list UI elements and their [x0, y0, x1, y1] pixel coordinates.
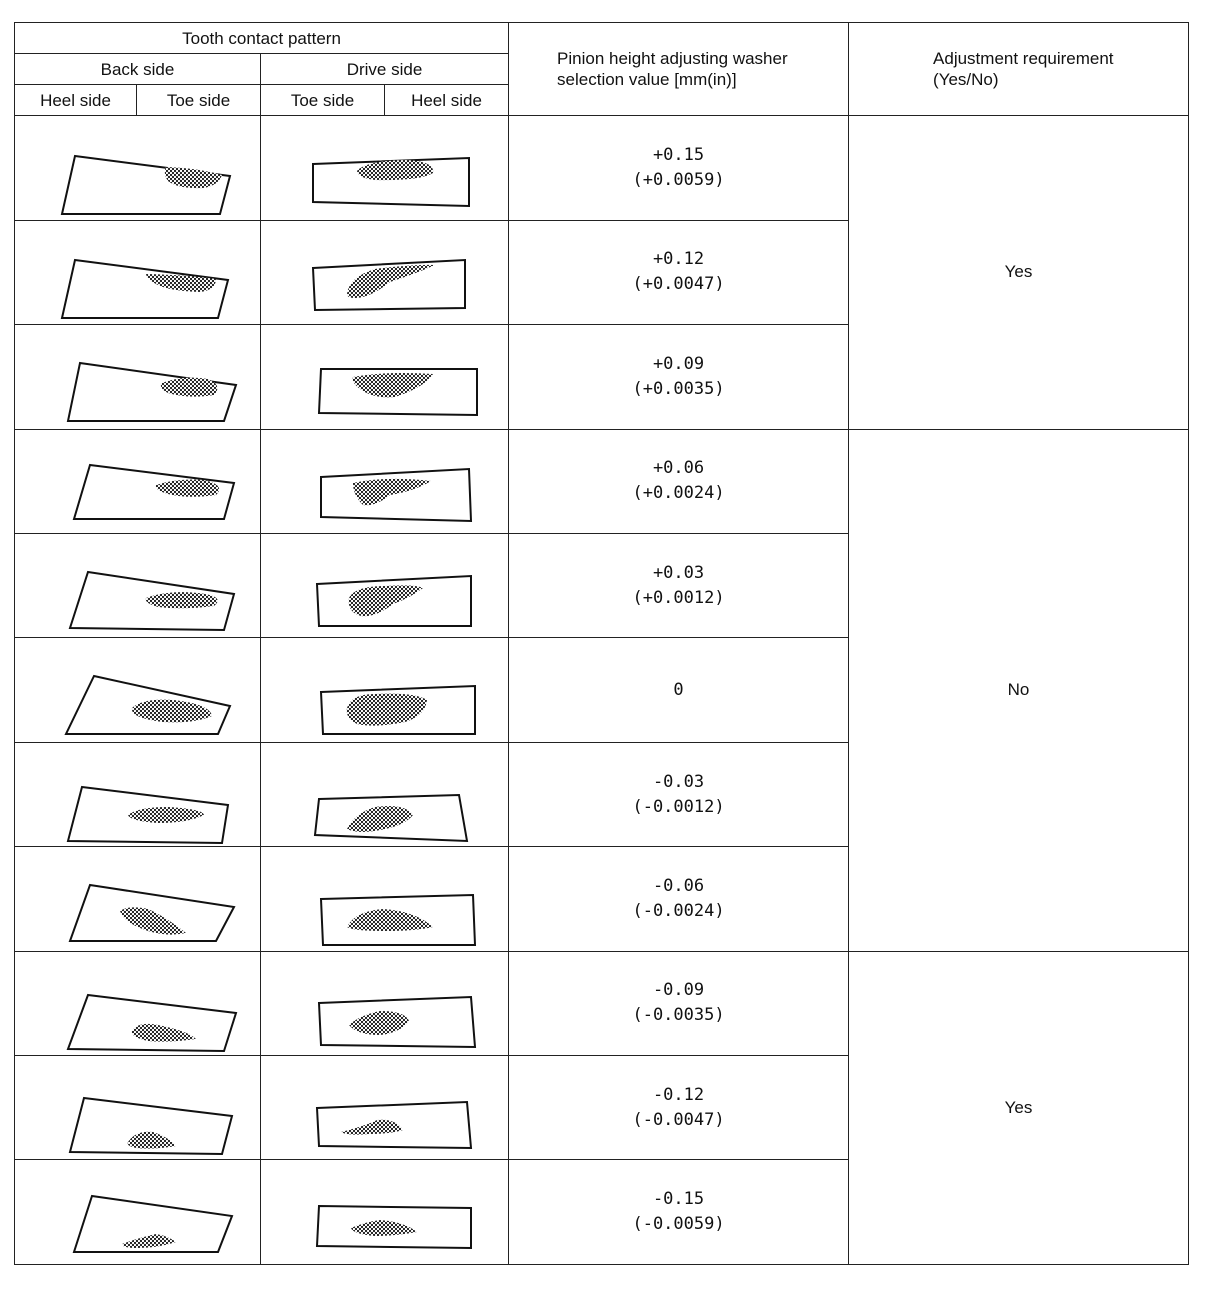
contact-area	[346, 694, 426, 726]
contact-area	[131, 700, 211, 723]
drive-toe-side-header: Toe side	[261, 85, 385, 116]
back-side-tooth-diagram	[18, 536, 258, 636]
adjust-header-line1: Adjustment requirement	[933, 49, 1114, 69]
washer-value-inch: (-0.0035)	[632, 1005, 725, 1026]
back-side-pattern	[15, 116, 261, 220]
drive-side-pattern	[261, 534, 509, 638]
back-toe-side-header: Toe side	[137, 85, 261, 116]
drive-side-tooth-diagram	[265, 1058, 505, 1158]
washer-value-cell	[509, 638, 849, 742]
washer-value-inch: (+0.0012)	[632, 587, 725, 608]
back-side-tooth-diagram	[18, 745, 258, 845]
back-side-pattern	[15, 325, 261, 429]
washer-value-cell	[509, 1160, 849, 1265]
drive-side-pattern	[261, 951, 509, 1055]
adjustment-requirement-cell: No	[849, 429, 1189, 951]
washer-value-inch: (-0.0047)	[632, 1109, 725, 1130]
tooth-contact-table	[14, 22, 1189, 1265]
drive-side-tooth-diagram	[265, 745, 505, 845]
washer-value-mm: +0.15	[652, 145, 705, 166]
back-side-pattern	[15, 1056, 261, 1160]
washer-value-inch: (-0.0024)	[632, 900, 725, 921]
drive-side-tooth-diagram	[265, 118, 505, 218]
back-side-tooth-diagram	[18, 431, 258, 531]
washer-value-inch: (+0.0047)	[632, 274, 725, 295]
back-side-pattern	[15, 534, 261, 638]
washer-value-inch: (+0.0035)	[632, 378, 725, 399]
adjustment-requirement-header	[849, 23, 1189, 116]
adjustment-requirement-cell: Yes	[849, 951, 1189, 1264]
washer-value-inch: (-0.0059)	[632, 1214, 725, 1235]
washer-value-inch: (-0.0012)	[632, 796, 725, 817]
drive-side-tooth-diagram	[265, 431, 505, 531]
washer-value-cell	[509, 220, 849, 324]
tooth-contact-pattern-header: Tooth contact pattern	[15, 23, 509, 54]
drive-side-pattern	[261, 325, 509, 429]
back-side-tooth-diagram	[18, 222, 258, 322]
washer-value-mm: +0.06	[652, 458, 705, 479]
contact-area	[120, 907, 186, 934]
contact-area	[349, 1011, 409, 1035]
drive-side-tooth-diagram	[265, 640, 505, 740]
washer-value-mm: -0.15	[652, 1189, 705, 1210]
contact-area	[127, 1131, 175, 1148]
back-side-tooth-diagram	[18, 849, 258, 949]
contact-area	[347, 806, 413, 832]
drive-side-tooth-diagram	[265, 327, 505, 427]
contact-area	[155, 480, 218, 497]
contact-area	[145, 592, 217, 608]
drive-heel-side-header: Heel side	[385, 85, 509, 116]
washer-value-cell	[509, 429, 849, 533]
back-side-tooth-diagram	[18, 953, 258, 1053]
back-heel-side-header: Heel side	[15, 85, 137, 116]
drive-side-pattern	[261, 742, 509, 846]
back-side-header: Back side	[15, 54, 261, 85]
washer-value-cell	[509, 951, 849, 1055]
contact-area	[352, 373, 432, 397]
back-side-pattern	[15, 951, 261, 1055]
drive-side-pattern	[261, 116, 509, 220]
washer-header-line1: Pinion height adjusting washer	[557, 49, 788, 69]
contact-area	[122, 1234, 176, 1248]
contact-area	[348, 585, 422, 616]
washer-value-cell	[509, 847, 849, 951]
washer-value-cell	[509, 116, 849, 220]
drive-side-tooth-diagram	[265, 953, 505, 1053]
drive-side-header: Drive side	[261, 54, 509, 85]
contact-area	[131, 1024, 195, 1042]
washer-value-cell	[509, 325, 849, 429]
contact-area	[357, 160, 433, 180]
washer-selection-header	[509, 23, 849, 116]
drive-side-tooth-diagram	[265, 536, 505, 636]
drive-side-pattern	[261, 220, 509, 324]
drive-side-tooth-diagram	[265, 1162, 505, 1262]
drive-side-pattern	[261, 1056, 509, 1160]
drive-side-tooth-diagram	[265, 222, 505, 322]
contact-area	[164, 167, 221, 188]
contact-area	[347, 909, 433, 931]
adjust-header-line2: (Yes/No)	[933, 70, 999, 90]
back-side-pattern	[15, 742, 261, 846]
back-side-tooth-diagram	[18, 1162, 258, 1262]
washer-value-mm: +0.03	[652, 562, 705, 583]
contact-area	[353, 479, 431, 505]
washer-value-mm: +0.09	[652, 353, 705, 374]
drive-side-tooth-diagram	[265, 849, 505, 949]
washer-value-cell	[509, 534, 849, 638]
washer-value-inch: (+0.0024)	[632, 483, 725, 504]
contact-area	[160, 378, 217, 397]
back-side-pattern	[15, 429, 261, 533]
back-side-pattern	[15, 638, 261, 742]
back-side-tooth-diagram	[18, 118, 258, 218]
washer-value-mm: 0	[673, 679, 684, 700]
contact-area	[347, 265, 435, 298]
contact-area	[128, 807, 204, 823]
washer-value-cell	[509, 742, 849, 846]
back-side-tooth-diagram	[18, 327, 258, 427]
contact-area	[341, 1119, 403, 1134]
back-side-tooth-diagram	[18, 640, 258, 740]
washer-value-cell	[509, 1056, 849, 1160]
washer-value-mm: -0.09	[652, 980, 705, 1001]
contact-area	[351, 1220, 417, 1236]
washer-value-mm: -0.06	[652, 875, 705, 896]
back-side-pattern	[15, 220, 261, 324]
washer-value-inch: (+0.0059)	[632, 170, 725, 191]
drive-side-pattern	[261, 847, 509, 951]
drive-side-pattern	[261, 429, 509, 533]
back-side-tooth-diagram	[18, 1058, 258, 1158]
back-side-pattern	[15, 1160, 261, 1265]
back-side-pattern	[15, 847, 261, 951]
drive-side-pattern	[261, 638, 509, 742]
washer-header-line2: selection value [mm(in)]	[557, 70, 737, 90]
washer-value-mm: +0.12	[652, 249, 705, 270]
washer-value-mm: -0.03	[652, 771, 705, 792]
drive-side-pattern	[261, 1160, 509, 1265]
washer-value-mm: -0.12	[652, 1084, 705, 1105]
adjustment-requirement-cell: Yes	[849, 116, 1189, 429]
